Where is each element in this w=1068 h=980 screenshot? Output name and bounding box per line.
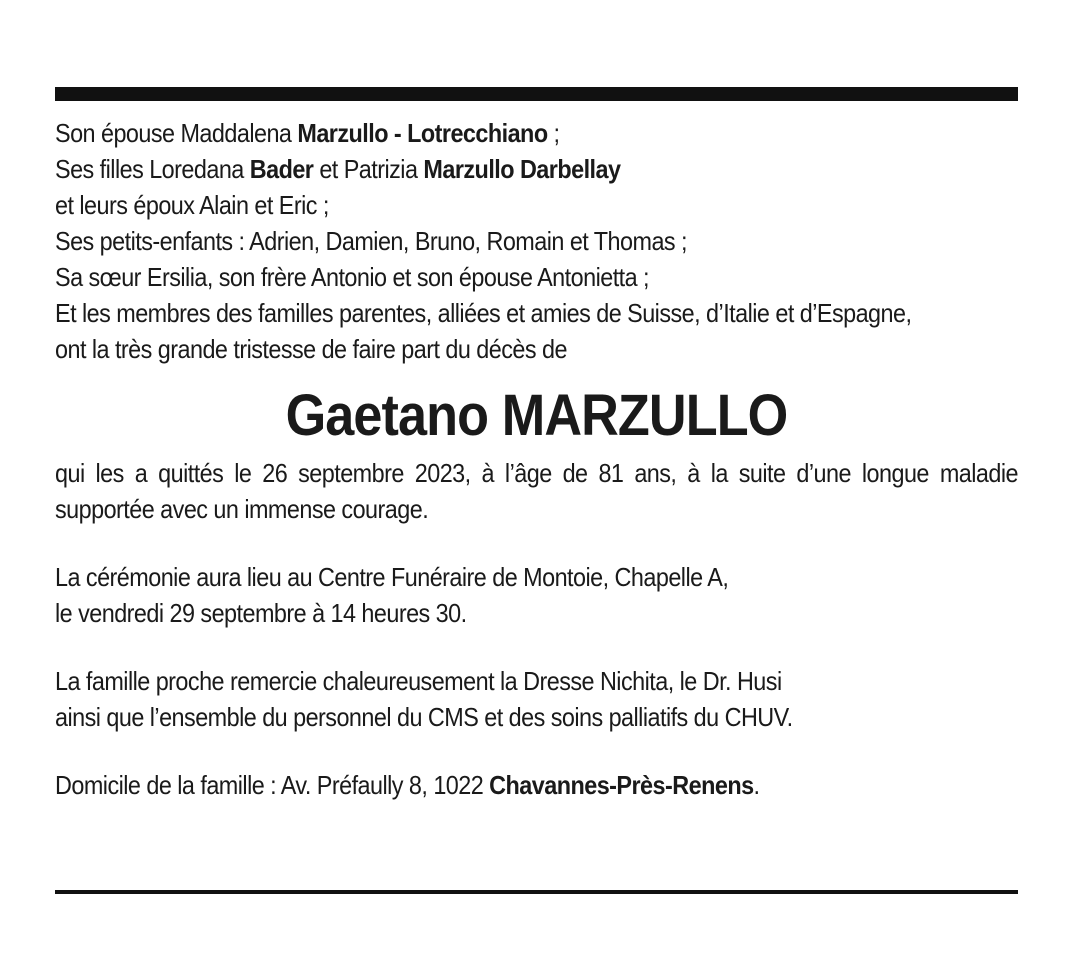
bottom-rule [55, 890, 1018, 894]
deceased-name: Gaetano MARZULLO [285, 383, 788, 448]
ceremony-line-1: La cérémonie aura lieu au Centre Funéraire de Montoie, Chapelle A, [55, 562, 729, 592]
family-list [55, 101, 1018, 367]
death-notice-text: qui les a quittés le 26 septembre 2023, à l’âge de 81 ans, à la suite d’une longue maladie supportée avec un immense courage. [55, 458, 1018, 524]
ceremony-line-2: le vendredi 29 septembre à 14 heures 30. [55, 598, 467, 628]
death-notice-block [55, 455, 1018, 527]
top-rule [55, 87, 1018, 101]
family-line-daughters: Ses filles Loredana Bader et Patrizia Marzullo Darbellay [55, 154, 621, 184]
thanks-line-1: La famille proche remercie chaleureusement la Dresse Nichita, le Dr. Husi [55, 666, 782, 696]
domicile-line: Domicile de la famille : Av. Préfaully 8, 1022 Chavannes-Près-Renens. [55, 770, 760, 800]
family-line-spouse: Son épouse Maddalena Marzullo - Lotrecchiano ; [55, 118, 560, 148]
family-line-grandchildren: Ses petits-enfants : Adrien, Damien, Bruno, Romain et Thomas ; [55, 226, 688, 256]
family-line-siblings: Sa sœur Ersilia, son frère Antonio et son épouse Antonietta ; [55, 262, 650, 292]
family-line-announcement: ont la très grande tristesse de faire part du décès de [55, 334, 567, 364]
obituary-notice [55, 87, 1018, 803]
thanks-block [55, 663, 1018, 735]
family-line-relatives: Et les membres des familles parentes, alliées et amies de Suisse, d’Italie et d’Espagne, [55, 298, 912, 328]
domicile-block [55, 767, 1018, 803]
family-line-husbands: et leurs époux Alain et Eric ; [55, 190, 329, 220]
ceremony-block [55, 559, 1018, 631]
thanks-line-2: ainsi que l’ensemble du personnel du CMS et des soins palliatifs du CHUV. [55, 702, 793, 732]
